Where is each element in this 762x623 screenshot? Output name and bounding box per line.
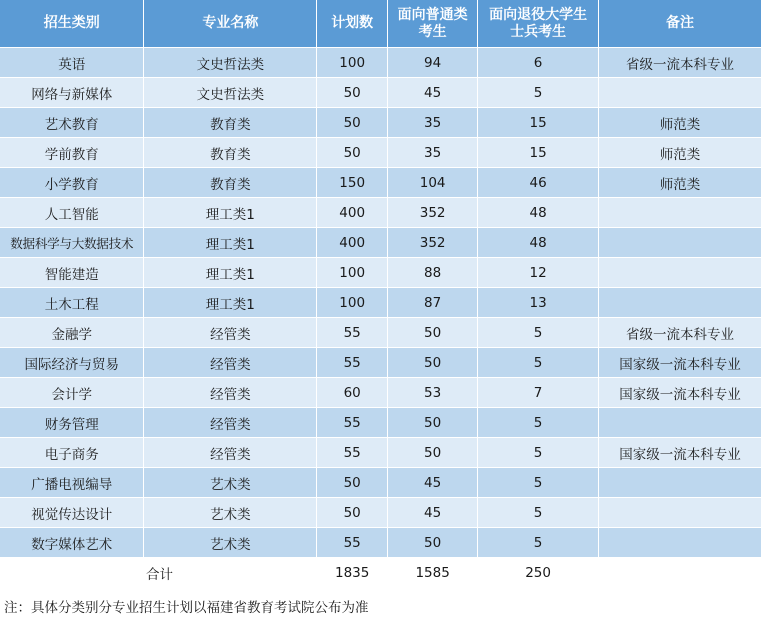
cell-general: 35	[388, 108, 478, 138]
cell-remark	[599, 468, 762, 498]
table-row	[0, 498, 762, 528]
cell-remark	[599, 228, 762, 258]
table-body	[0, 48, 762, 558]
cell-veterans: 5	[478, 438, 599, 468]
cell-category: 数字媒体艺术	[0, 528, 144, 558]
cell-category: 数据科学与大数据技术	[0, 228, 144, 258]
cell-veterans: 7	[478, 378, 599, 408]
cell-general: 50	[388, 348, 478, 378]
cell-veterans: 46	[478, 168, 599, 198]
cell-major: 经管类	[144, 378, 317, 408]
cell-major: 教育类	[144, 168, 317, 198]
cell-category: 视觉传达设计	[0, 498, 144, 528]
cell-veterans: 5	[478, 78, 599, 108]
cell-general: 50	[388, 318, 478, 348]
cell-general: 50	[388, 528, 478, 558]
cell-category: 艺术教育	[0, 108, 144, 138]
header-veterans-line1: 面向退役大学生	[489, 6, 588, 23]
table-row	[0, 138, 762, 168]
header-general-students	[388, 0, 478, 48]
totals-empty	[599, 558, 762, 588]
table-row	[0, 228, 762, 258]
cell-plan: 100	[317, 48, 388, 78]
table-row	[0, 378, 762, 408]
cell-major: 理工类1	[144, 258, 317, 288]
header-category: 招生类别	[0, 0, 144, 48]
cell-veterans: 5	[478, 468, 599, 498]
cell-plan: 55	[317, 348, 388, 378]
cell-major: 文史哲法类	[144, 48, 317, 78]
cell-plan: 50	[317, 498, 388, 528]
cell-veterans: 13	[478, 288, 599, 318]
cell-veterans: 5	[478, 498, 599, 528]
cell-remark: 国家级一流本科专业	[599, 348, 762, 378]
header-veterans	[478, 0, 599, 48]
table-row	[0, 198, 762, 228]
cell-veterans: 5	[478, 408, 599, 438]
table-row	[0, 258, 762, 288]
totals-label-cell	[0, 558, 144, 588]
cell-general: 53	[388, 378, 478, 408]
footnote: 注：具体分类别分专业招生计划以福建省教育考试院公布为准	[4, 600, 369, 616]
cell-general: 50	[388, 438, 478, 468]
cell-category: 国际经济与贸易	[0, 348, 144, 378]
cell-plan: 60	[317, 378, 388, 408]
cell-remark: 省级一流本科专业	[599, 318, 762, 348]
cell-plan: 50	[317, 78, 388, 108]
table-row	[0, 408, 762, 438]
cell-major: 教育类	[144, 138, 317, 168]
cell-veterans: 15	[478, 108, 599, 138]
table-row	[0, 48, 762, 78]
cell-category: 学前教育	[0, 138, 144, 168]
cell-veterans: 48	[478, 228, 599, 258]
cell-remark	[599, 498, 762, 528]
cell-general: 94	[388, 48, 478, 78]
cell-major: 教育类	[144, 108, 317, 138]
cell-general: 50	[388, 408, 478, 438]
cell-remark: 师范类	[599, 108, 762, 138]
header-remarks: 备注	[599, 0, 762, 48]
totals-row	[0, 558, 762, 588]
cell-major: 艺术类	[144, 468, 317, 498]
cell-veterans: 48	[478, 198, 599, 228]
cell-major: 艺术类	[144, 498, 317, 528]
cell-major: 经管类	[144, 318, 317, 348]
cell-remark: 国家级一流本科专业	[599, 438, 762, 468]
cell-plan: 50	[317, 468, 388, 498]
cell-plan: 55	[317, 408, 388, 438]
cell-general: 45	[388, 468, 478, 498]
cell-veterans: 15	[478, 138, 599, 168]
cell-general: 45	[388, 78, 478, 108]
cell-remark	[599, 528, 762, 558]
table-row	[0, 288, 762, 318]
cell-category: 土木工程	[0, 288, 144, 318]
totals-label: 合计	[144, 558, 317, 588]
cell-general: 352	[388, 228, 478, 258]
cell-remark	[599, 258, 762, 288]
cell-category: 电子商务	[0, 438, 144, 468]
cell-general: 45	[388, 498, 478, 528]
table-row	[0, 168, 762, 198]
cell-category: 英语	[0, 48, 144, 78]
cell-veterans: 5	[478, 318, 599, 348]
cell-category: 广播电视编导	[0, 468, 144, 498]
cell-general: 88	[388, 258, 478, 288]
cell-plan: 50	[317, 138, 388, 168]
cell-remark: 国家级一流本科专业	[599, 378, 762, 408]
cell-veterans: 5	[478, 348, 599, 378]
cell-remark	[599, 408, 762, 438]
cell-remark: 省级一流本科专业	[599, 48, 762, 78]
cell-plan: 100	[317, 258, 388, 288]
cell-category: 财务管理	[0, 408, 144, 438]
totals-plan: 1835	[317, 558, 388, 588]
totals-veterans: 250	[478, 558, 599, 588]
header-major-name: 专业名称	[144, 0, 317, 48]
cell-general: 87	[388, 288, 478, 318]
cell-major: 理工类1	[144, 198, 317, 228]
cell-plan: 400	[317, 228, 388, 258]
cell-veterans: 5	[478, 528, 599, 558]
cell-major: 经管类	[144, 348, 317, 378]
cell-category: 小学教育	[0, 168, 144, 198]
cell-general: 352	[388, 198, 478, 228]
cell-plan: 50	[317, 108, 388, 138]
cell-general: 104	[388, 168, 478, 198]
table-row	[0, 108, 762, 138]
cell-general: 35	[388, 138, 478, 168]
header-veterans-line2: 士兵考生	[510, 23, 567, 40]
cell-major: 文史哲法类	[144, 78, 317, 108]
cell-plan: 150	[317, 168, 388, 198]
cell-major: 理工类1	[144, 228, 317, 258]
cell-major: 艺术类	[144, 528, 317, 558]
header-general-students-line2: 考生	[418, 23, 447, 40]
cell-plan: 400	[317, 198, 388, 228]
cell-major: 经管类	[144, 408, 317, 438]
table-row	[0, 528, 762, 558]
cell-plan: 55	[317, 528, 388, 558]
cell-category: 金融学	[0, 318, 144, 348]
table-row	[0, 438, 762, 468]
cell-plan: 55	[317, 438, 388, 468]
cell-remark: 师范类	[599, 138, 762, 168]
table-row	[0, 78, 762, 108]
totals-general: 1585	[388, 558, 478, 588]
cell-major: 经管类	[144, 438, 317, 468]
cell-category: 智能建造	[0, 258, 144, 288]
cell-remark	[599, 288, 762, 318]
cell-category: 会计学	[0, 378, 144, 408]
header-general-students-line1: 面向普通类	[397, 6, 468, 23]
table-row	[0, 468, 762, 498]
cell-category: 网络与新媒体	[0, 78, 144, 108]
cell-veterans: 12	[478, 258, 599, 288]
table-row	[0, 318, 762, 348]
cell-plan: 100	[317, 288, 388, 318]
cell-plan: 55	[317, 318, 388, 348]
header-plan-count: 计划数	[317, 0, 388, 48]
cell-category: 人工智能	[0, 198, 144, 228]
cell-veterans: 6	[478, 48, 599, 78]
cell-major: 理工类1	[144, 288, 317, 318]
cell-remark: 师范类	[599, 168, 762, 198]
cell-remark	[599, 78, 762, 108]
table-header-row	[0, 0, 762, 48]
table-row	[0, 348, 762, 378]
cell-remark	[599, 198, 762, 228]
